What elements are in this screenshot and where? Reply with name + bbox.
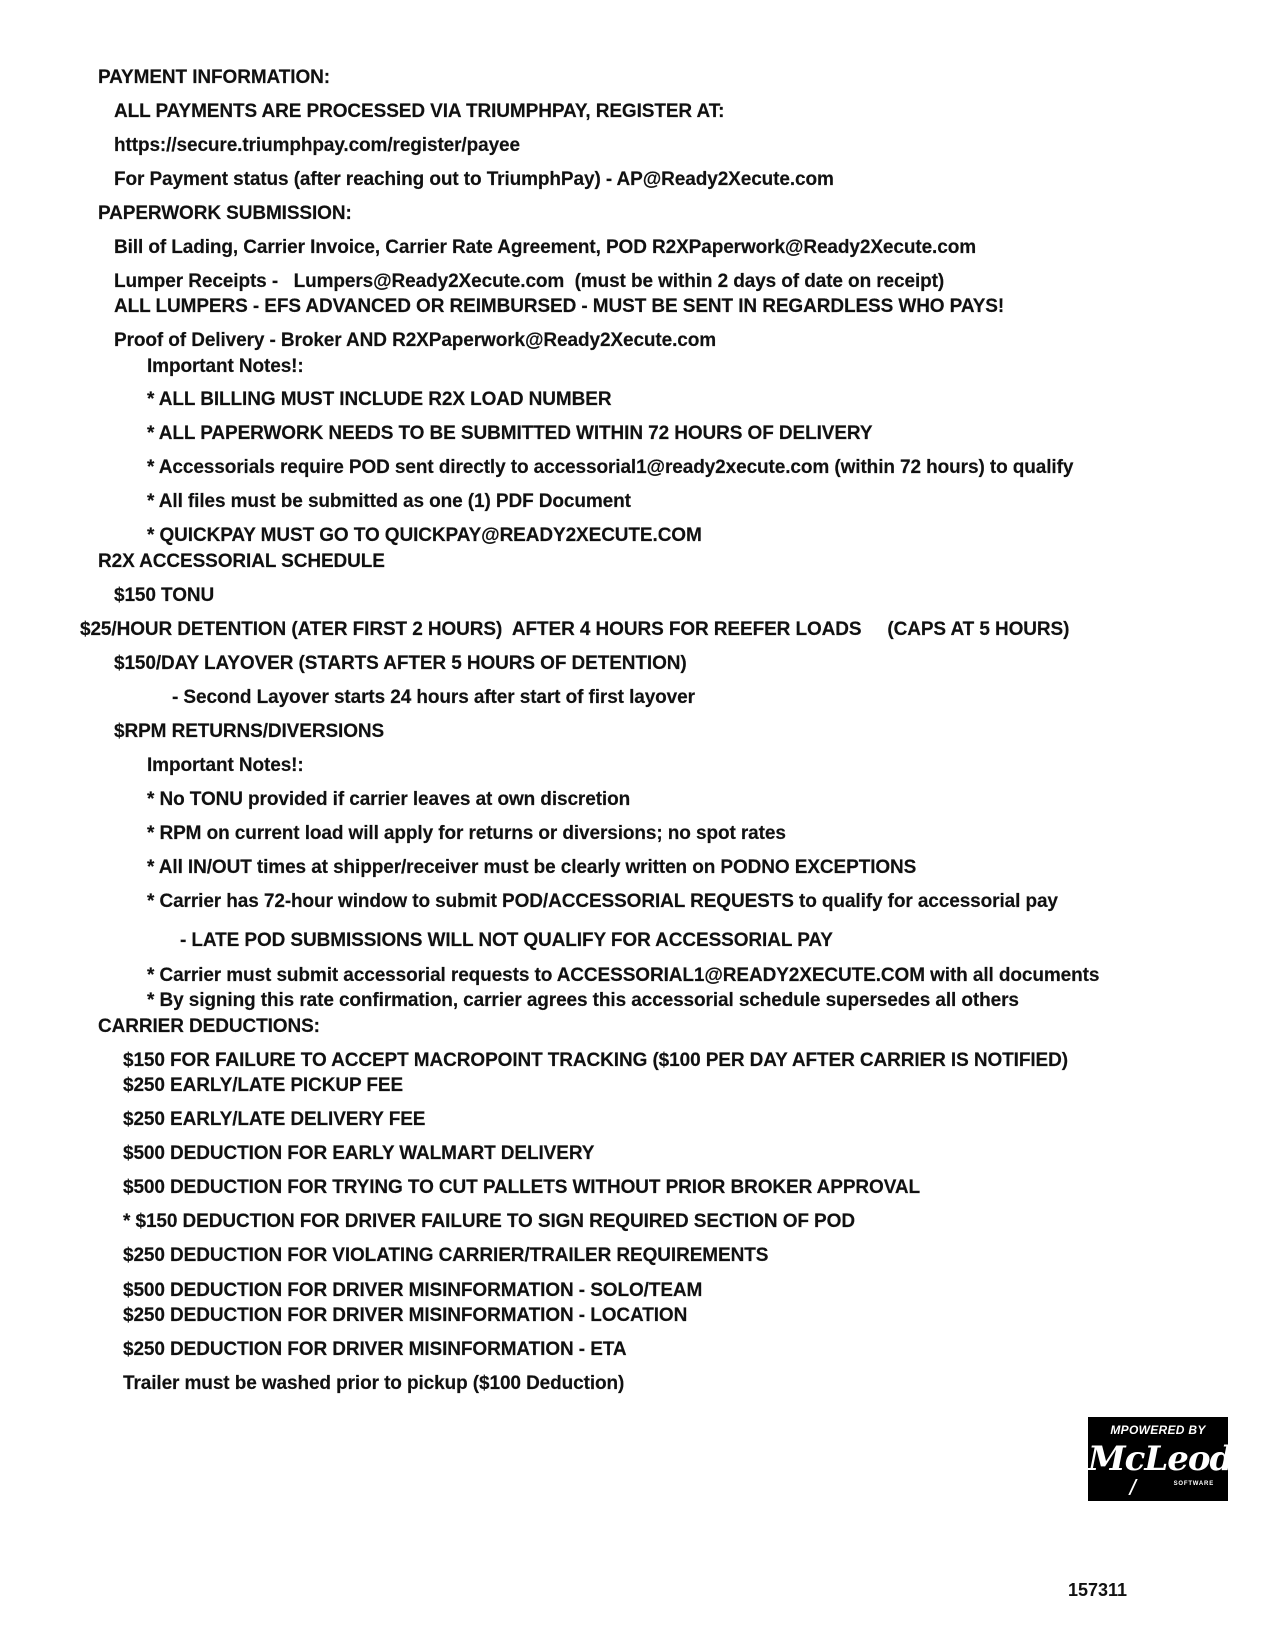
text-line: ALL LUMPERS - EFS ADVANCED OR REIMBURSED - MUST BE SENT IN REGARDLESS WHO PAYS! — [114, 296, 1005, 317]
mcleod-software-logo — [1088, 1417, 1233, 1501]
text-line: $150/DAY LAYOVER (STARTS AFTER 5 HOURS OF DETENTION) — [114, 653, 687, 674]
text-line: Lumper Receipts - Lumpers@Ready2Xecute.com (must be within 2 days of date on receipt) — [114, 271, 945, 292]
deduction-line: * $150 DEDUCTION FOR DRIVER FAILURE TO SIGN REQUIRED SECTION OF POD — [123, 1211, 855, 1232]
note-line: * All IN/OUT times at shipper/receiver must be clearly written on PODNO EXCEPTIONS — [147, 857, 917, 878]
note-line: * By signing this rate confirmation, carrier agrees this accessorial schedule supersedes all others — [147, 990, 1019, 1011]
text-line: ALL PAYMENTS ARE PROCESSED VIA TRIUMPHPAY, REGISTER AT: — [114, 101, 725, 122]
heading-payment-information: PAYMENT INFORMATION: — [98, 67, 330, 88]
deduction-line: $250 DEDUCTION FOR VIOLATING CARRIER/TRAILER REQUIREMENTS — [123, 1245, 769, 1266]
text-line: For Payment status (after reaching out to TriumphPay) - AP@Ready2Xecute.com — [114, 169, 834, 190]
subheading-important-notes: Important Notes!: — [147, 356, 304, 377]
deduction-line: $250 EARLY/LATE PICKUP FEE — [123, 1075, 404, 1096]
document-number: 157311 — [1068, 1580, 1128, 1600]
note-line: - LATE POD SUBMISSIONS WILL NOT QUALIFY FOR ACCESSORIAL PAY — [180, 930, 833, 951]
note-line: * Accessorials require POD sent directly to accessorial1@ready2xecute.com (within 72 hours) to qualify — [147, 457, 1074, 478]
deduction-line: $250 EARLY/LATE DELIVERY FEE — [123, 1109, 426, 1130]
deduction-line: Trailer must be washed prior to pickup ($100 Deduction) — [123, 1373, 625, 1394]
logo-slash-mark — [1128, 1479, 1137, 1495]
text-line: $RPM RETURNS/DIVERSIONS — [114, 721, 385, 742]
note-line: * ALL BILLING MUST INCLUDE R2X LOAD NUMBER — [147, 389, 612, 410]
text-line: $25/HOUR DETENTION (ATER FIRST 2 HOURS) AFTER 4 HOURS FOR REEFER LOADS (CAPS AT 5 HOURS) — [80, 619, 1070, 640]
deduction-line: $500 DEDUCTION FOR EARLY WALMART DELIVERY — [123, 1143, 595, 1164]
link-triumphpay-register[interactable]: https://secure.triumphpay.com/register/payee — [114, 135, 520, 156]
note-line: * Carrier must submit accessorial requests to ACCESSORIAL1@READY2XECUTE.COM with all documents — [147, 965, 1100, 986]
text-line: Proof of Delivery - Broker AND R2XPaperwork@Ready2Xecute.com — [114, 330, 717, 351]
heading-accessorial-schedule: R2X ACCESSORIAL SCHEDULE — [98, 551, 385, 572]
logo-sub-text: SOFTWARE — [1173, 1481, 1214, 1487]
note-line: * No TONU provided if carrier leaves at own discretion — [147, 789, 631, 810]
note-line: * QUICKPAY MUST GO TO QUICKPAY@READY2XECUTE.COM — [147, 525, 702, 546]
heading-paperwork-submission: PAPERWORK SUBMISSION: — [98, 203, 352, 224]
logo-top-text: MPOWERED BY — [1110, 1423, 1206, 1437]
heading-carrier-deductions: CARRIER DEDUCTIONS: — [98, 1016, 320, 1037]
note-line: * Carrier has 72-hour window to submit POD/ACCESSORIAL REQUESTS to qualify for accessorial pay — [147, 891, 1058, 912]
text-line: $150 TONU — [114, 585, 215, 606]
note-line: * ALL PAPERWORK NEEDS TO BE SUBMITTED WITHIN 72 HOURS OF DELIVERY — [147, 423, 873, 444]
deduction-line: $500 DEDUCTION FOR TRYING TO CUT PALLETS WITHOUT PRIOR BROKER APPROVAL — [123, 1177, 921, 1198]
text-line: Bill of Lading, Carrier Invoice, Carrier Rate Agreement, POD R2XPaperwork@Ready2Xecute.com — [114, 237, 976, 258]
subheading-important-notes: Important Notes!: — [147, 755, 304, 776]
deduction-line: $500 DEDUCTION FOR DRIVER MISINFORMATION - SOLO/TEAM — [123, 1280, 703, 1301]
deduction-line: $250 DEDUCTION FOR DRIVER MISINFORMATION - ETA — [123, 1339, 627, 1360]
deduction-line: $250 DEDUCTION FOR DRIVER MISINFORMATION - LOCATION — [123, 1305, 688, 1326]
note-line: * RPM on current load will apply for returns or diversions; no spot rates — [147, 823, 786, 844]
logo-brand: McLeod — [1088, 1439, 1233, 1479]
text-line: - Second Layover starts 24 hours after start of first layover — [172, 687, 695, 708]
note-line: * All files must be submitted as one (1) PDF Document — [147, 491, 631, 512]
deduction-line: $150 FOR FAILURE TO ACCEPT MACROPOINT TRACKING ($100 PER DAY AFTER CARRIER IS NOTIFIED) — [123, 1050, 1068, 1071]
